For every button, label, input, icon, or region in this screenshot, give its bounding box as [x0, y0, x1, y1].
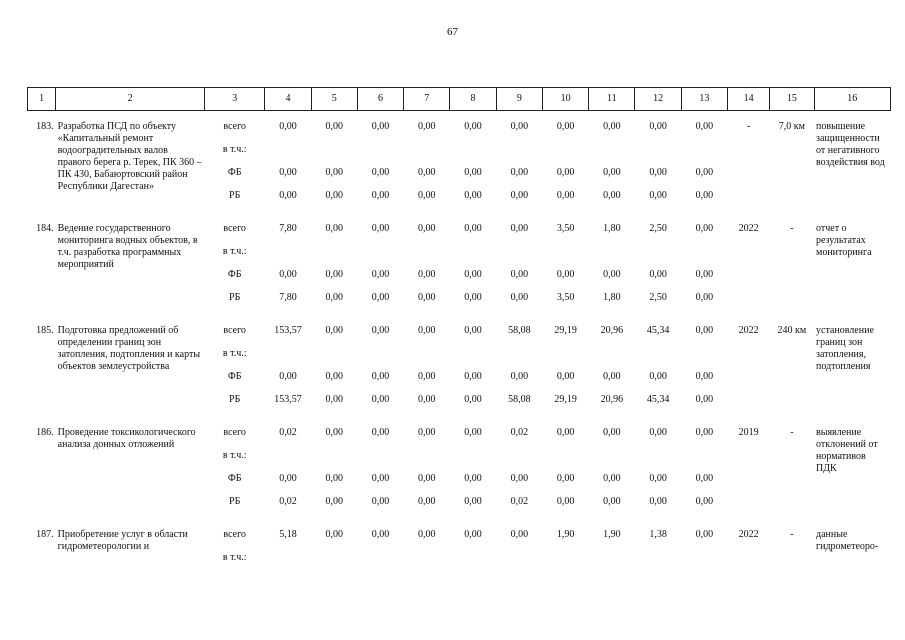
- amount-cell: 0,00: [695, 190, 714, 201]
- amount-cell: 0,00: [464, 292, 482, 303]
- amount-cell: [681, 348, 727, 371]
- amount-cell: 0,00: [556, 371, 575, 382]
- table-header: [28, 88, 891, 111]
- amount-cell: [589, 552, 635, 575]
- amount-cell: 0,00: [464, 496, 482, 507]
- amount-cell: 0,00: [603, 190, 621, 201]
- column-header: 11: [589, 88, 635, 111]
- funding-source-label: ФБ: [227, 167, 242, 178]
- table-row: [28, 223, 891, 246]
- amount-cell: [542, 450, 588, 473]
- column-header: 15: [770, 88, 814, 111]
- amount-cell: 5,18: [279, 529, 297, 540]
- amount-cell: 0,00: [325, 325, 343, 336]
- amount-cell: 1,80: [603, 292, 621, 303]
- column-header: 8: [450, 88, 496, 111]
- amount-cell: 0,02: [510, 496, 529, 507]
- amount-cell: [404, 552, 450, 575]
- amount-cell: [357, 450, 403, 473]
- amount-cell: 0,00: [325, 473, 343, 484]
- amount-cell: 0,00: [695, 496, 714, 507]
- amount-cell: 58,08: [508, 325, 531, 336]
- amount-cell: 0,00: [556, 190, 575, 201]
- amount-cell: 0,00: [325, 292, 343, 303]
- table-row: [28, 427, 891, 450]
- amount-cell: [311, 246, 357, 269]
- amount-cell: 0,00: [649, 427, 667, 438]
- amount-cell: 0,00: [603, 427, 621, 438]
- program-table: [27, 87, 891, 575]
- table-row: [28, 121, 891, 144]
- amount-cell: 29,19: [554, 394, 577, 405]
- amount-cell: 153,57: [274, 394, 302, 405]
- amount-cell: 0,00: [695, 167, 714, 178]
- funding-source-label: РБ: [229, 394, 241, 405]
- amount-cell: [265, 552, 311, 575]
- amount-cell: 0,00: [695, 473, 714, 484]
- column-header: 7: [404, 88, 450, 111]
- completion-year: 2022: [738, 529, 759, 540]
- amount-cell: [357, 144, 403, 167]
- table-row: [28, 529, 891, 552]
- amount-cell: 0,02: [279, 496, 297, 507]
- amount-cell: 0,00: [325, 371, 343, 382]
- amount-cell: 0,00: [464, 529, 482, 540]
- amount-cell: [311, 552, 357, 575]
- amount-cell: 0,00: [325, 529, 343, 540]
- record-number: 183.: [36, 121, 54, 132]
- amount-cell: 1,90: [556, 529, 575, 540]
- column-header: 3: [205, 88, 265, 111]
- amount-cell: 0,00: [418, 269, 436, 280]
- amount-cell: 3,50: [556, 292, 575, 303]
- amount-cell: 0,00: [510, 121, 529, 132]
- funding-source-label: ФБ: [227, 371, 242, 382]
- funding-source-label: ФБ: [227, 473, 242, 484]
- amount-cell: 0,00: [418, 496, 436, 507]
- amount-cell: 0,00: [418, 292, 436, 303]
- expected-result: данные гидрометеоро-: [816, 529, 879, 552]
- amount-cell: 0,02: [279, 427, 297, 438]
- amount-cell: 0,00: [371, 427, 390, 438]
- amount-cell: [635, 552, 681, 575]
- amount-cell: [542, 348, 588, 371]
- funding-source-label: в т.ч.:: [222, 450, 247, 461]
- amount-cell: [265, 246, 311, 269]
- amount-cell: 0,00: [325, 190, 343, 201]
- amount-cell: 45,34: [646, 325, 670, 336]
- completion-year: 2022: [738, 325, 759, 336]
- amount-cell: 0,00: [325, 121, 343, 132]
- amount-cell: [589, 450, 635, 473]
- funding-source-label: РБ: [229, 292, 241, 303]
- amount-cell: [357, 348, 403, 371]
- amount-cell: 0,00: [695, 427, 714, 438]
- amount-cell: 7,80: [279, 292, 297, 303]
- expected-result: установление границ зон затопления, подтопления: [816, 325, 874, 372]
- amount-cell: [450, 246, 496, 269]
- amount-cell: 0,00: [371, 473, 390, 484]
- column-header: 4: [265, 88, 311, 111]
- amount-cell: [681, 552, 727, 575]
- amount-cell: 0,00: [464, 190, 482, 201]
- amount-cell: 0,00: [695, 269, 714, 280]
- amount-cell: [450, 552, 496, 575]
- amount-cell: 1,80: [603, 223, 621, 234]
- indicator-value: -: [790, 427, 794, 438]
- amount-cell: 0,00: [464, 223, 482, 234]
- amount-cell: 0,00: [464, 121, 482, 132]
- amount-cell: 0,00: [325, 496, 343, 507]
- funding-source-label: РБ: [229, 190, 241, 201]
- amount-cell: 0,00: [418, 371, 436, 382]
- amount-cell: [681, 246, 727, 269]
- amount-cell: 0,00: [371, 529, 390, 540]
- amount-cell: 0,00: [464, 167, 482, 178]
- amount-cell: 0,02: [510, 427, 529, 438]
- amount-cell: 45,34: [646, 394, 670, 405]
- amount-cell: [635, 246, 681, 269]
- amount-cell: [496, 144, 542, 167]
- amount-cell: 0,00: [325, 223, 343, 234]
- amount-cell: [357, 552, 403, 575]
- amount-cell: 0,00: [371, 167, 390, 178]
- indicator-value: -: [790, 223, 794, 234]
- amount-cell: 0,00: [325, 394, 343, 405]
- column-header: 12: [635, 88, 681, 111]
- amount-cell: 0,00: [695, 223, 714, 234]
- amount-cell: 0,00: [279, 121, 297, 132]
- funding-source-label: РБ: [229, 496, 241, 507]
- expected-result: выявление отклонений от нормативов ПДК: [816, 427, 878, 474]
- column-header: 5: [311, 88, 357, 111]
- amount-cell: [311, 144, 357, 167]
- column-header: 10: [542, 88, 588, 111]
- record-number: 185.: [36, 325, 54, 336]
- amount-cell: 7,80: [279, 223, 297, 234]
- record-name: Ведение государственного мониторинга водных объектов, в т.ч. разработка программных мероприятий: [57, 223, 198, 270]
- amount-cell: [404, 348, 450, 371]
- amount-cell: 0,00: [371, 394, 390, 405]
- amount-cell: 0,00: [464, 427, 482, 438]
- amount-cell: 29,19: [554, 325, 577, 336]
- amount-cell: [635, 144, 681, 167]
- amount-cell: 0,00: [464, 473, 482, 484]
- amount-cell: 3,50: [556, 223, 575, 234]
- amount-cell: [496, 450, 542, 473]
- amount-cell: 0,00: [279, 473, 297, 484]
- amount-cell: 0,00: [556, 121, 575, 132]
- amount-cell: 0,00: [418, 394, 436, 405]
- amount-cell: [404, 246, 450, 269]
- amount-cell: 0,00: [603, 121, 621, 132]
- amount-cell: 0,00: [371, 325, 390, 336]
- amount-cell: 2,50: [649, 292, 667, 303]
- amount-cell: 0,00: [695, 121, 714, 132]
- amount-cell: 0,00: [556, 269, 575, 280]
- column-header: 14: [728, 88, 770, 111]
- amount-cell: 58,08: [508, 394, 531, 405]
- amount-cell: 0,00: [418, 223, 436, 234]
- amount-cell: [496, 552, 542, 575]
- amount-cell: 0,00: [695, 292, 714, 303]
- record-name: Подготовка предложений об определении границ зон затопления, подтопления и карты объектов землеустройства: [57, 325, 201, 372]
- amount-cell: 20,96: [600, 394, 624, 405]
- amount-cell: 0,00: [649, 190, 667, 201]
- amount-cell: 0,00: [649, 121, 667, 132]
- amount-cell: 0,00: [371, 292, 390, 303]
- amount-cell: [404, 144, 450, 167]
- amount-cell: 20,96: [600, 325, 624, 336]
- amount-cell: 0,00: [695, 529, 714, 540]
- table-row: [28, 325, 891, 348]
- amount-cell: 0,00: [418, 190, 436, 201]
- amount-cell: 0,00: [510, 371, 529, 382]
- amount-cell: 0,00: [464, 371, 482, 382]
- amount-cell: 0,00: [603, 371, 621, 382]
- funding-source-label: в т.ч.:: [222, 246, 247, 257]
- amount-cell: [311, 450, 357, 473]
- amount-cell: 0,00: [510, 190, 529, 201]
- amount-cell: 0,00: [279, 269, 297, 280]
- amount-cell: 0,00: [695, 325, 714, 336]
- amount-cell: 0,00: [556, 473, 575, 484]
- column-header: 2: [56, 88, 205, 111]
- amount-cell: 0,00: [418, 121, 436, 132]
- amount-cell: [450, 348, 496, 371]
- funding-source-label: всего: [223, 121, 246, 132]
- amount-cell: 0,00: [556, 167, 575, 178]
- amount-cell: 0,00: [510, 473, 529, 484]
- amount-cell: 0,00: [603, 167, 621, 178]
- amount-cell: 0,00: [418, 473, 436, 484]
- amount-cell: 1,38: [649, 529, 667, 540]
- amount-cell: 0,00: [649, 496, 667, 507]
- record-number: 186.: [36, 427, 54, 438]
- indicator-value: -: [790, 529, 794, 540]
- funding-source-label: всего: [223, 427, 246, 438]
- amount-cell: 0,00: [371, 371, 390, 382]
- amount-cell: 0,00: [556, 496, 575, 507]
- indicator-value: 240 км: [777, 325, 807, 336]
- amount-cell: [404, 450, 450, 473]
- amount-cell: 0,00: [649, 167, 667, 178]
- amount-cell: [681, 450, 727, 473]
- amount-cell: 0,00: [418, 325, 436, 336]
- amount-cell: 0,00: [464, 394, 482, 405]
- amount-cell: 2,50: [649, 223, 667, 234]
- page-number: 67: [447, 26, 458, 38]
- amount-cell: 0,00: [371, 223, 390, 234]
- record-name: Приобретение услуг в области гидрометеорологии и: [57, 529, 188, 552]
- amount-cell: 0,00: [371, 190, 390, 201]
- amount-cell: 0,00: [464, 269, 482, 280]
- record-number: 187.: [36, 529, 54, 540]
- amount-cell: 0,00: [418, 427, 436, 438]
- record-name: Разработка ПСД по объекту «Капитальный ремонт водооградительных валов правого берега р. Терек, ПК 360 – ПК 430, Бабаюртовский район Республики Дагестан»: [57, 121, 202, 192]
- amount-cell: 0,00: [603, 473, 621, 484]
- funding-source-label: в т.ч.:: [222, 552, 247, 563]
- amount-cell: 0,00: [510, 223, 529, 234]
- column-header: 1: [28, 88, 56, 111]
- amount-cell: 0,00: [649, 473, 667, 484]
- completion-year: 2019: [738, 427, 759, 438]
- amount-cell: [542, 144, 588, 167]
- indicator-value: 7,0 км: [778, 121, 805, 132]
- amount-cell: 0,00: [464, 325, 482, 336]
- amount-cell: 0,00: [418, 167, 436, 178]
- amount-cell: 0,00: [649, 371, 667, 382]
- amount-cell: [496, 246, 542, 269]
- column-header: 9: [496, 88, 542, 111]
- amount-cell: 0,00: [695, 394, 714, 405]
- amount-cell: [450, 144, 496, 167]
- amount-cell: 0,00: [603, 496, 621, 507]
- completion-year: 2022: [738, 223, 759, 234]
- amount-cell: 1,90: [603, 529, 621, 540]
- column-header: 6: [357, 88, 403, 111]
- amount-cell: [681, 144, 727, 167]
- amount-cell: 0,00: [279, 167, 297, 178]
- amount-cell: [265, 144, 311, 167]
- amount-cell: 0,00: [371, 121, 390, 132]
- amount-cell: 0,00: [371, 496, 390, 507]
- amount-cell: [542, 552, 588, 575]
- amount-cell: 0,00: [325, 167, 343, 178]
- amount-cell: 0,00: [325, 269, 343, 280]
- amount-cell: [589, 144, 635, 167]
- amount-cell: [589, 246, 635, 269]
- expected-result: повышение защищенности от негативного воздействия вод: [816, 121, 885, 168]
- column-header: 13: [681, 88, 727, 111]
- funding-source-label: всего: [223, 529, 246, 540]
- table-body: [28, 111, 891, 576]
- funding-source-label: всего: [223, 325, 246, 336]
- amount-cell: 0,00: [510, 529, 529, 540]
- amount-cell: [635, 450, 681, 473]
- amount-cell: 0,00: [279, 371, 297, 382]
- completion-year: -: [746, 121, 751, 132]
- amount-cell: 0,00: [279, 190, 297, 201]
- amount-cell: [542, 246, 588, 269]
- amount-cell: 0,00: [325, 427, 343, 438]
- amount-cell: 0,00: [603, 269, 621, 280]
- amount-cell: [311, 348, 357, 371]
- amount-cell: [357, 246, 403, 269]
- funding-source-label: всего: [223, 223, 246, 234]
- expected-result: отчет о результатах мониторинга: [816, 223, 872, 258]
- amount-cell: 0,00: [510, 167, 529, 178]
- amount-cell: 153,57: [274, 325, 302, 336]
- record-number: 184.: [36, 223, 54, 234]
- amount-cell: [589, 348, 635, 371]
- column-header: 16: [814, 88, 891, 111]
- amount-cell: 0,00: [556, 427, 575, 438]
- amount-cell: 0,00: [649, 269, 667, 280]
- funding-source-label: ФБ: [227, 269, 242, 280]
- amount-cell: 0,00: [371, 269, 390, 280]
- amount-cell: 0,00: [695, 371, 714, 382]
- amount-cell: [265, 348, 311, 371]
- amount-cell: [496, 348, 542, 371]
- amount-cell: [635, 348, 681, 371]
- amount-cell: [450, 450, 496, 473]
- amount-cell: 0,00: [418, 529, 436, 540]
- funding-source-label: в т.ч.:: [222, 144, 247, 155]
- amount-cell: 0,00: [510, 269, 529, 280]
- funding-source-label: в т.ч.:: [222, 348, 247, 359]
- record-name: Проведение токсикологического анализа донных отложений: [57, 427, 196, 450]
- amount-cell: 0,00: [510, 292, 529, 303]
- amount-cell: [265, 450, 311, 473]
